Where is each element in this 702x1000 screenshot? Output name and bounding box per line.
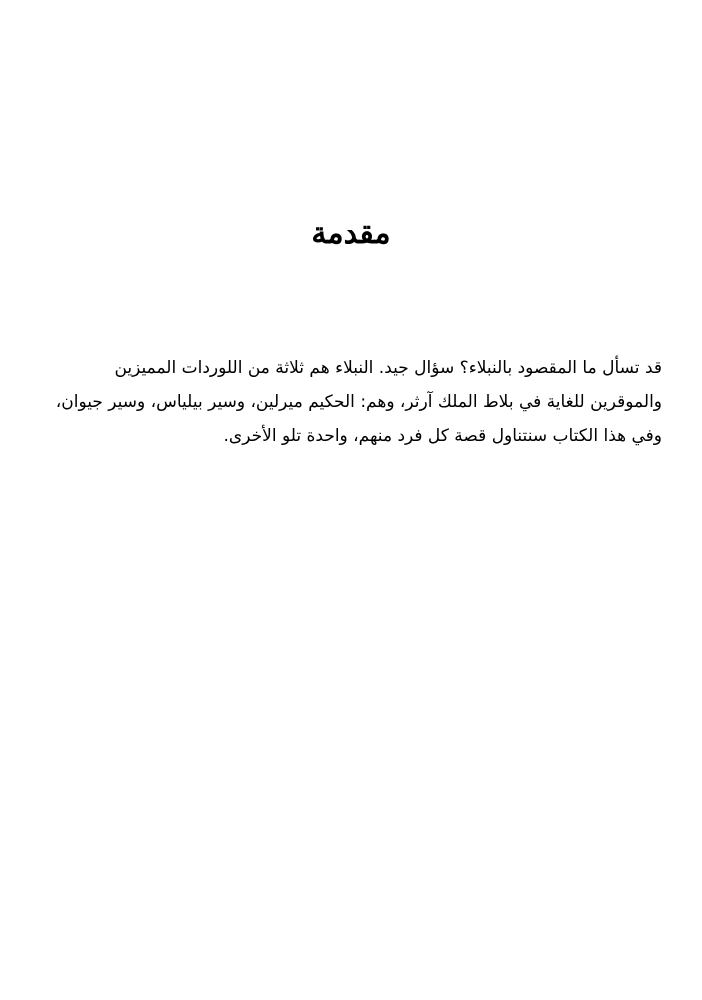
paragraph-line: وفي هذا الكتاب سنتناول قصة كل فرد منهم، واحدة تلو الأخرى.: [223, 426, 662, 446]
paragraph-line: والموقرين للغاية في بلاط الملك آرثر، وهم: الحكيم ميرلين، وسير بيلياس، وسير جيوان،: [55, 392, 662, 412]
intro-paragraph: [40, 351, 662, 453]
paragraph-line: قد تسأل ما المقصود بالنبلاء؟ سؤال جيد. النبلاء هم ثلاثة من اللوردات المميزين: [114, 358, 662, 378]
page-title: مقدمة: [311, 216, 391, 251]
